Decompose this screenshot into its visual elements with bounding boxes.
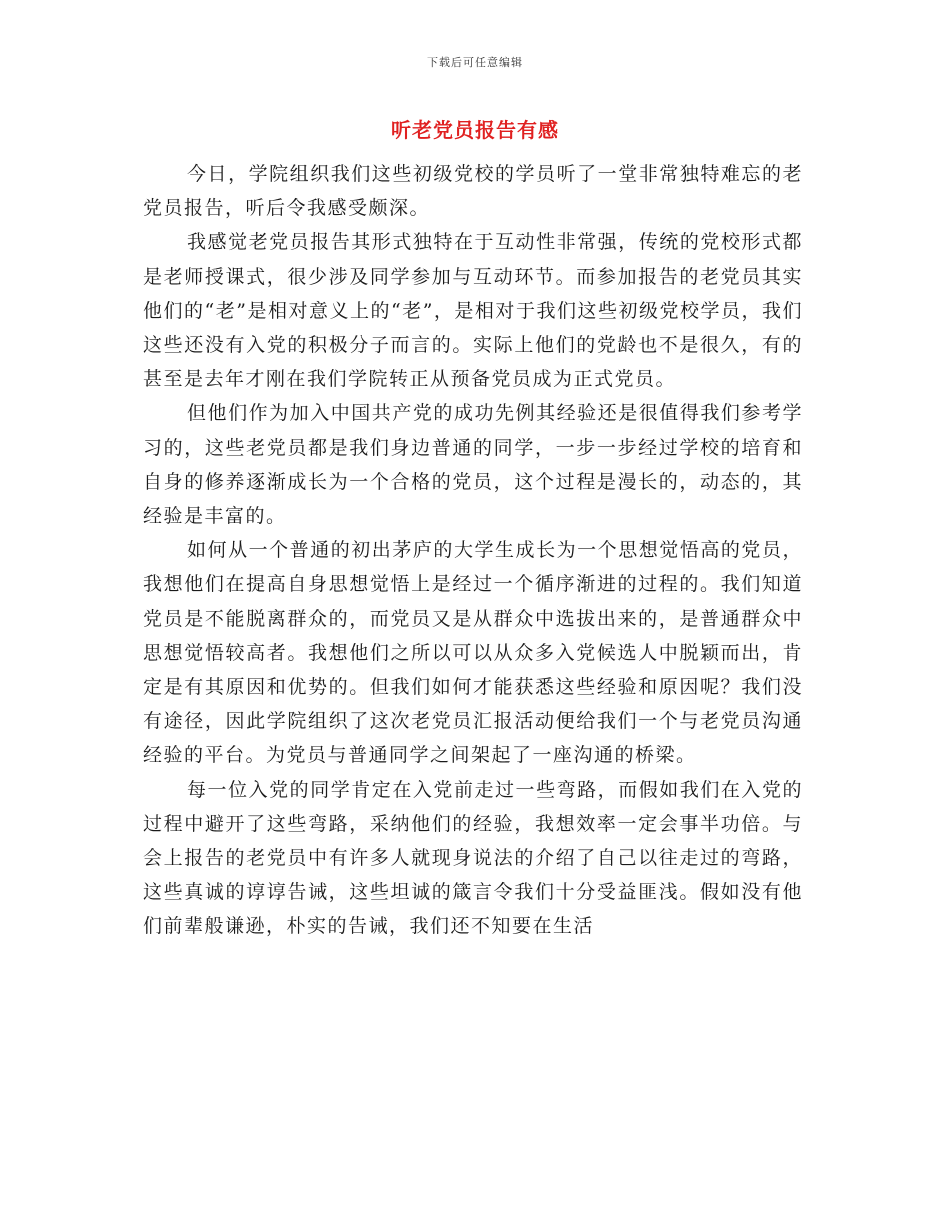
document-body [143, 157, 803, 944]
paragraph-3: 但他们作为加入中国共产党的成功先例其经验还是很值得我们参考学习的，这些老党员都是我们身边普通的同学，一步一步经过学校的培育和自身的修养逐渐成长为一个合格的党员，这个过程是漫长的，动态的，其经验是丰富的。 [143, 402, 803, 528]
paragraph-2: 我感觉老党员报告其形式独特在于互动性非常强，传统的党校形式都是老师授课式，很少涉及同学参加与互动环节。而参加报告的老党员其实他们的“老”是相对意义上的“老”，是相对于我们这些初级党校学员，我们这些还没有入党的积极分子而言的。实际上他们的党龄也不是很久，有的甚至是去年才刚在我们学院转正从预备党员成为正式党员。 [143, 231, 803, 391]
document-title: 听老党员报告有感 [391, 118, 559, 142]
paragraph-1: 今日，学院组织我们这些初级党校的学员听了一堂非常独特难忘的老党员报告，听后令我感受颇深。 [143, 163, 803, 220]
page-header-note: 下载后可任意编辑 [427, 56, 523, 69]
paragraph-5: 每一位入党的同学肯定在入党前走过一些弯路，而假如我们在入党的过程中避开了这些弯路，采纳他们的经验，我想效率一定会事半功倍。与会上报告的老党员中有许多人就现身说法的介绍了自己以往走过的弯路，这些真诚的谆谆告诫，这些坦诚的箴言令我们十分受益匪浅。假如没有他们前辈般谦逊，朴实的告诫，我们还不知要在生活 [143, 778, 803, 938]
paragraph-4: 如何从一个普通的初出茅庐的大学生成长为一个思想觉悟高的党员，我想他们在提高自身思想觉悟上是经过一个循序渐进的过程的。我们知道党员是不能脱离群众的，而党员又是从群众中选拔出来的，是普通群众中思想觉悟较高者。我想他们之所以可以从众多入党候选人中脱颖而出，肯定是有其原因和优势的。但我们如何才能获悉这些经验和原因呢？我们没有途径，因此学院组织了这次老党员汇报活动便给我们一个与老党员沟通经验的平台。为党员与普通同学之间架起了一座沟通的桥梁。 [143, 539, 803, 767]
